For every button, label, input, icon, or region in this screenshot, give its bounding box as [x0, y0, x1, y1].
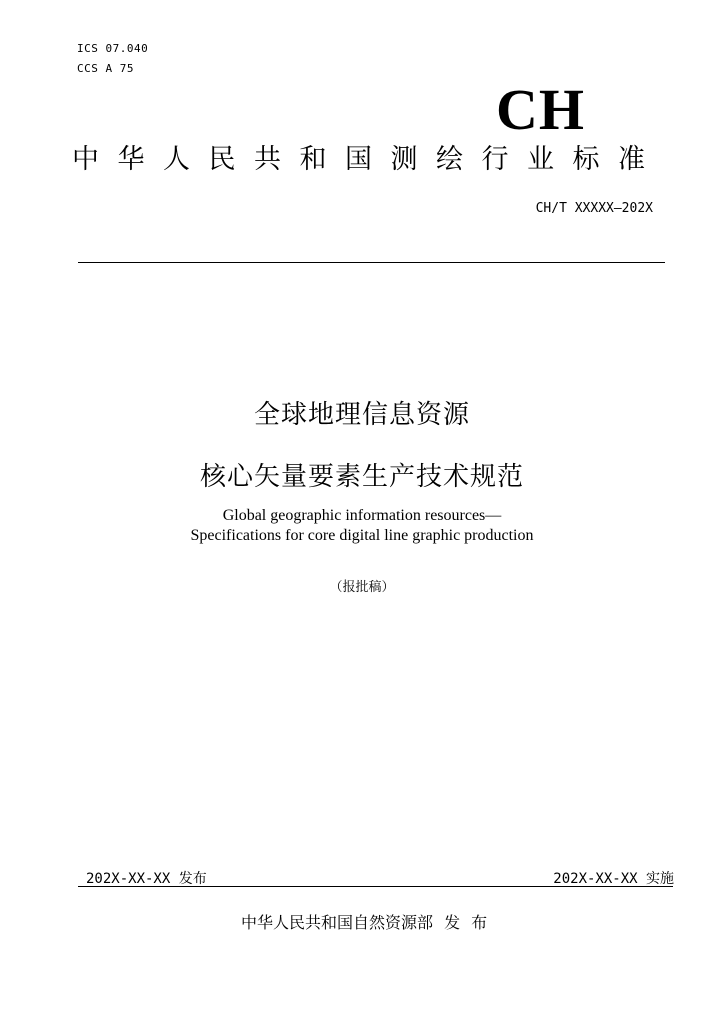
draft-status: （报批稿） [329, 580, 395, 595]
title-cn-line-1: 全球地理信息资源 [253, 400, 470, 430]
title-en-line-1: Global geographic information resources— [222, 507, 502, 524]
title-en-line-2: Specifications for core digital line graphic production [190, 527, 534, 544]
issue-date: 202X-XX-XX 发布 [86, 871, 207, 887]
ics-code: ICS 07.040 [77, 42, 149, 55]
standard-number: CH/T XXXXX—202X [535, 201, 653, 216]
ccs-code: CCS A 75 [77, 62, 134, 75]
footer-divider [78, 886, 673, 887]
title-cn-line-2: 核心矢量要素生产技术规范 [199, 462, 524, 492]
header-divider [78, 262, 665, 263]
issuing-authority: 中华人民共和国自然资源部 发 布 [241, 913, 488, 932]
industry-standard-heading: 中华人民共和国测绘行业标准 [72, 144, 664, 175]
implementation-date: 202X-XX-XX 实施 [553, 871, 674, 887]
ch-logo: CH [496, 77, 585, 142]
